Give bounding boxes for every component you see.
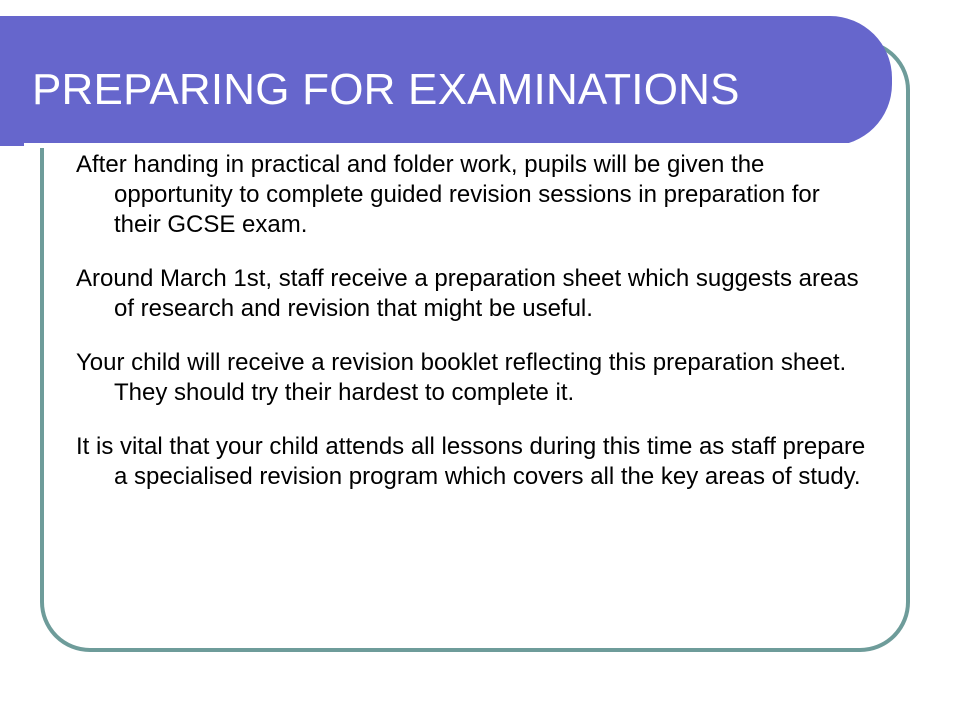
paragraph-handing-in: After handing in practical and folder work, pupils will be given the opportunity to complete guided revision sessions in preparation for their GCSE exam.	[76, 151, 820, 238]
paragraph-attendance: It is vital that your child attends all lessons during this time as staff prepare a specialised revision program which covers all the key areas of study.	[76, 433, 866, 490]
title-bar	[0, 16, 892, 146]
body-text	[76, 150, 866, 516]
paragraph-preparation-sheet: Around March 1st, staff receive a preparation sheet which suggests areas of research and revision that might be useful.	[76, 265, 859, 322]
title-divider	[24, 143, 850, 148]
page-title: PREPARING FOR EXAMINATIONS	[32, 65, 740, 114]
paragraph-revision-booklet: Your child will receive a revision booklet reflecting this preparation sheet. They should try their hardest to complete it.	[76, 349, 847, 406]
